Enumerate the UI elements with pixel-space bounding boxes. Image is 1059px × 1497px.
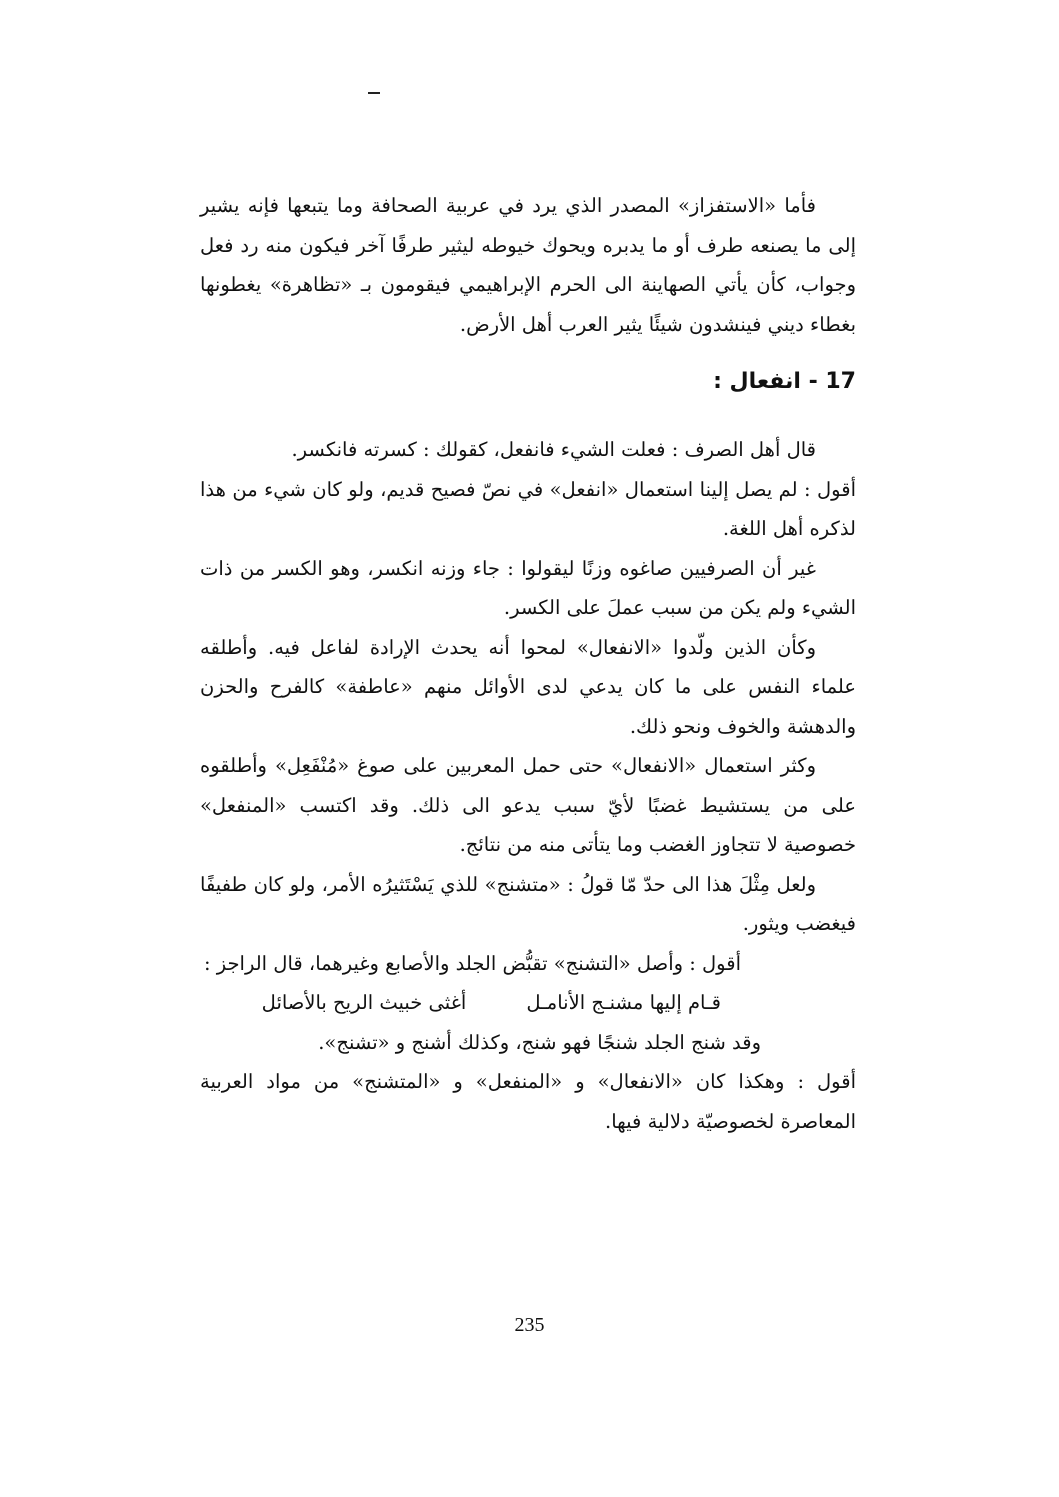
section-heading-infiaal: 17 - انفعال : <box>713 369 856 394</box>
paragraph-mutashannij: ولعل مِثْلَ هذا الى حدّ مّا قولُ : «متشنج» للذي يَسْتَثيرُه الأمر، ولو كان طفيفًا فيغضب ويثور. <box>200 872 856 935</box>
paragraph-tashannuj: أقول : وأصل «التشنج» تقبُّض الجلد والأصابع وغيرهما، قال الراجز : <box>203 951 741 975</box>
verse-first-hemistich: قـام إليها مشنـج الأنامـل <box>526 991 721 1014</box>
paragraph-shanij: وقد شنج الجلد شنجًا فهو شنج، وكذلك أشنج و «تشنج». <box>318 1030 761 1054</box>
paragraph-sarfiyyin: غير أن الصرفيين صاغوه وزنًا ليقولوا : جاء وزنه انكسر، وهو الكسر من ذات الشيء ولم يكن من سبب عملَ على الكسر. <box>200 556 856 619</box>
paragraph-aqool-1: أقول : لم يصل إلينا استعمال «انفعل» في نصّ فصيح قديم، ولو كان شيء من هذا لذكره أهل اللغة. <box>200 477 856 540</box>
top-mark-line <box>368 92 380 94</box>
paragraph-kathura: وكثر استعمال «الانفعال» حتى حمل المعربين على صوغ «مُنْفَعِل» وأطلقوه على من يستشيط غضبًا لأيّ سبب يدعو الى ذلك. وقد اكتسب «المنفعل» خصوصية لا تتجاوز الغضب وما يتأتى منه من نتائج. <box>200 754 856 856</box>
paragraph-conclusion: أقول : وهكذا كان «الانفعال» و «المنفعل» و «المتشنج» من مواد العربية المعاصرة لخصوصيّة دلالية فيها. <box>200 1070 856 1133</box>
paragraph-sarf: قال أهل الصرف : فعلت الشيء فانفعل، كقولك : كسرته فانكسر. <box>291 438 816 461</box>
paragraph-istifzaz: فأما «الاستفزاز» المصدر الذي يرد في عربية الصحافة وما يتبعها فإنه يشير إلى ما يصنعه طرف أو ما يدبره ويحوك خيوطه ليثير طرفًا آخر فيكون منه رد فعل وجواب، كأن يأتي الصهاينة الى الحرم الإبراهيمي فيقومون بـ «تظاهرة» يغطونها بغطاء ديني فينشدون شيئًا يثير العرب أهل الأرض. <box>200 194 856 336</box>
verse-second-hemistich: أغثى خبيث الريح بالأصائل <box>261 991 467 1014</box>
paragraph-walladu: وكأن الذين ولّدوا «الانفعال» لمحوا أنه يحدث الإرادة لفاعل فيه. وأطلقه علماء النفس على ما كان يدعي لدى الأوائل منهم «عاطفة» كالفرح والحزن والدهشة والخوف ونحو ذلك. <box>200 635 856 738</box>
page-number: 235 <box>514 1314 545 1336</box>
main-text-block <box>200 186 856 1141</box>
poem-verse <box>200 983 856 1023</box>
